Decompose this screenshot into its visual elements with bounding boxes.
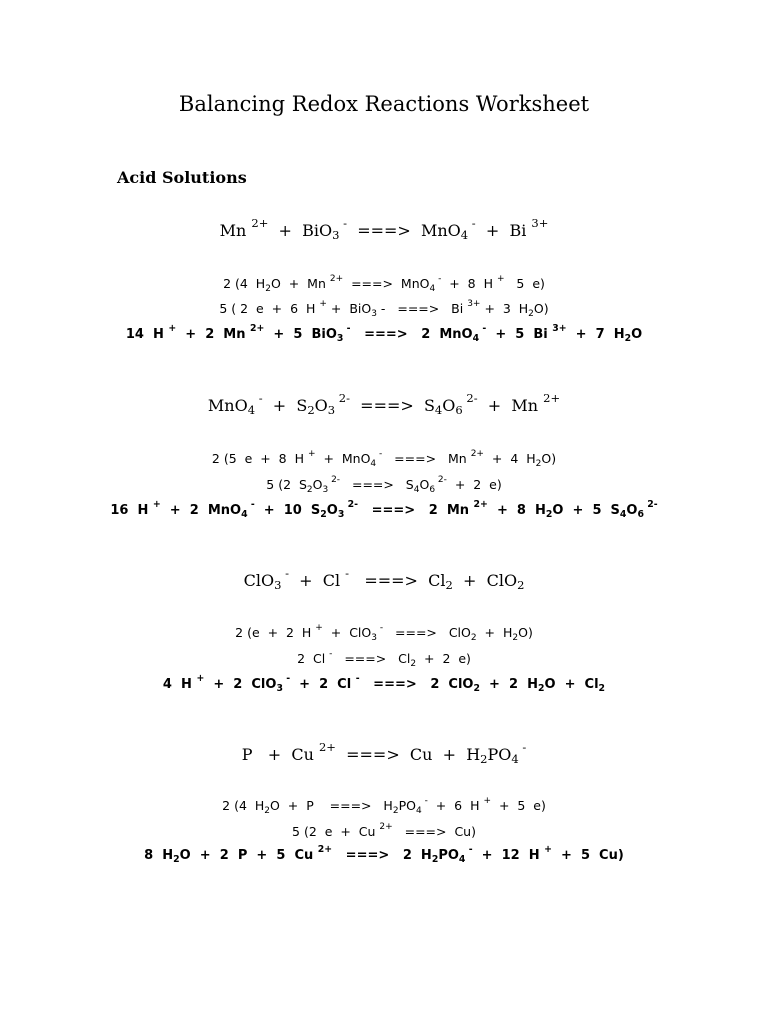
equation-text: + 2 Mn xyxy=(176,327,251,342)
superscript-text: - xyxy=(339,216,348,231)
equation-text: PO xyxy=(487,745,512,764)
subscript-text: 3 xyxy=(276,682,283,694)
superscript-text: 2+ xyxy=(473,498,488,510)
equation-text: + 8 H xyxy=(441,276,497,291)
equation-text: ClO xyxy=(243,571,275,590)
equation-text: + BiO xyxy=(326,301,372,316)
eq2-main-equation xyxy=(0,391,768,418)
subscript-text: 2 xyxy=(392,805,399,816)
equation-text: O xyxy=(626,503,638,518)
subscript-text: 2 xyxy=(265,283,271,294)
equation-text: 14 H xyxy=(125,327,169,342)
subscript-text: 2 xyxy=(307,403,315,418)
equation-text: P + Cu xyxy=(241,745,319,764)
subscript-text: 4 xyxy=(434,403,443,418)
superscript-text: + xyxy=(168,322,177,334)
equation-text: + 2 MnO xyxy=(160,503,242,518)
subscript-text: 3 xyxy=(336,332,344,344)
equation-text: + ClO xyxy=(322,625,372,640)
superscript-text: 2- xyxy=(335,391,350,406)
superscript-text: - xyxy=(421,796,428,807)
superscript-text: + xyxy=(496,274,505,285)
superscript-text: - xyxy=(247,498,255,510)
subscript-text: 4 xyxy=(460,228,469,243)
subscript-text: 2 xyxy=(480,752,488,767)
equation-text: O + Cl xyxy=(544,677,599,692)
superscript-text: - xyxy=(355,672,360,684)
eq4-balanced-equation xyxy=(0,845,768,868)
equation-text: + Cl xyxy=(288,571,346,590)
superscript-text: + xyxy=(483,796,491,807)
subscript-text: 3 xyxy=(327,403,336,418)
superscript-text: 2+ xyxy=(317,843,333,855)
superscript-text: - xyxy=(479,322,487,334)
subscript-text: 4 xyxy=(429,283,436,294)
equation-text: 5 (2 S xyxy=(266,477,307,492)
equation-text: ===> 2 ClO xyxy=(359,677,474,692)
eq4-half-reaction-2 xyxy=(0,821,768,845)
equation-text: O + Mn xyxy=(270,276,330,291)
equation-text: ===> 2 MnO xyxy=(350,327,473,342)
equation-text: ===> S xyxy=(340,477,414,492)
equation-text: + S xyxy=(262,396,308,415)
equation-text: O + 5 S xyxy=(552,503,620,518)
equation-text: + ClO xyxy=(452,571,518,590)
equation-text: ===> 2 Mn xyxy=(358,503,474,518)
eq3-balanced-equation xyxy=(0,674,768,697)
equation-text: 2 (e + 2 H xyxy=(235,625,316,640)
equation-text: O) xyxy=(518,625,533,640)
subscript-text: 4 xyxy=(370,458,377,469)
subscript-text: 4 xyxy=(472,332,480,344)
equation-text: + 2 Cl xyxy=(290,677,356,692)
equation-text: O) xyxy=(541,451,557,466)
equation-text: O xyxy=(326,503,338,518)
superscript-text: 2- xyxy=(328,475,341,486)
equation-text: PO xyxy=(398,798,416,813)
eq1-half-reaction-1 xyxy=(0,273,768,297)
subscript-text: 2 xyxy=(306,484,313,495)
subscript-text: 3 xyxy=(371,308,377,319)
superscript-text: + xyxy=(319,299,327,310)
superscript-text: - xyxy=(468,216,476,231)
subscript-text: 2 xyxy=(535,458,542,469)
superscript-text: 2+ xyxy=(250,322,265,334)
subscript-text: 2 xyxy=(445,578,453,593)
equation-text: + 2 e) xyxy=(446,477,502,492)
eq1-half-reaction-2 xyxy=(0,298,768,322)
superscript-text: 2+ xyxy=(318,740,336,755)
eq4-half-reaction-1 xyxy=(0,795,768,819)
subscript-text: 2 xyxy=(473,682,480,694)
equation-text: 5 (2 e + Cu xyxy=(292,824,380,839)
eq2-balanced-equation xyxy=(0,500,768,523)
subscript-text: 2 xyxy=(528,308,534,319)
equation-text: + Bi xyxy=(475,221,532,240)
equation-text: + 12 H xyxy=(472,848,545,863)
subscript-text: 2 xyxy=(624,332,632,344)
superscript-text: + xyxy=(544,843,552,855)
equation-text: O xyxy=(314,396,328,415)
subscript-text: 4 xyxy=(413,484,420,495)
subscript-text: 2 xyxy=(537,682,545,694)
subscript-text: 2 xyxy=(431,853,439,865)
superscript-text: - xyxy=(282,672,291,684)
equation-text: 2 (4 H xyxy=(222,798,265,813)
superscript-text: 2+ xyxy=(329,274,344,285)
subscript-text: 2 xyxy=(410,658,417,669)
equation-text: + 4 H xyxy=(483,451,536,466)
superscript-text: 2+ xyxy=(470,449,484,460)
subscript-text: 2 xyxy=(598,682,606,694)
superscript-text: - xyxy=(345,566,350,581)
equation-text: ===> 2 H xyxy=(332,848,432,863)
equation-text: + 5 Cu) xyxy=(551,848,624,863)
equation-text: 2 (4 H xyxy=(223,276,266,291)
equation-text: O + 2 P + 5 Cu xyxy=(179,848,318,863)
superscript-text: - xyxy=(329,649,333,660)
equation-text: + 8 H xyxy=(487,503,546,518)
equation-text: + 5 Bi xyxy=(486,327,553,342)
equation-text: ===> Cu + H xyxy=(335,745,481,764)
eq1-balanced-equation xyxy=(0,324,768,347)
equation-text: ===> MnO xyxy=(347,221,461,240)
equation-text: 5 e) xyxy=(504,276,545,291)
equation-text: + 3 H xyxy=(480,301,529,316)
equation-text: + H xyxy=(476,625,513,640)
superscript-text: - xyxy=(376,623,384,634)
eq3-half-reaction-2 xyxy=(0,648,768,672)
subscript-text: 4 xyxy=(415,805,422,816)
equation-text: O xyxy=(442,396,456,415)
equation-text: + 2 ClO xyxy=(204,677,277,692)
superscript-text: - xyxy=(435,274,442,285)
subscript-text: 4 xyxy=(241,508,248,520)
superscript-text: 2- xyxy=(462,391,478,406)
superscript-text: 2+ xyxy=(251,216,269,231)
subscript-text: 4 xyxy=(619,508,627,520)
superscript-text: - xyxy=(255,391,263,406)
section-heading: Acid Solutions xyxy=(117,168,247,187)
eq2-half-reaction-2 xyxy=(0,474,768,498)
subscript-text: 2 xyxy=(512,632,519,643)
subscript-text: 6 xyxy=(637,508,644,520)
subscript-text: 3 xyxy=(274,578,282,593)
equation-text: ===> Cl xyxy=(332,651,411,666)
equation-text: - ===> Bi xyxy=(376,301,468,316)
equation-text: + 2 H xyxy=(480,677,538,692)
subscript-text: 4 xyxy=(247,403,256,418)
superscript-text: 2+ xyxy=(379,822,393,833)
superscript-text: - xyxy=(376,449,383,460)
subscript-text: 3 xyxy=(332,228,340,243)
equation-text: 8 H xyxy=(144,848,174,863)
subscript-text: 3 xyxy=(371,632,377,643)
equation-text: ===> Cu) xyxy=(392,824,476,839)
equation-text: 2 Cl xyxy=(297,651,330,666)
equation-text: ===> Mn xyxy=(382,451,471,466)
superscript-text: 2+ xyxy=(543,391,561,406)
subscript-text: 3 xyxy=(337,508,345,520)
equation-text: MnO xyxy=(207,396,248,415)
subscript-text: 4 xyxy=(511,752,519,767)
equation-text: Mn xyxy=(219,221,252,240)
equation-text: O xyxy=(419,477,430,492)
equation-text: + MnO xyxy=(315,451,371,466)
equation-text: + 5 e) xyxy=(491,798,546,813)
superscript-text: - xyxy=(518,740,527,755)
subscript-text: 6 xyxy=(455,403,463,418)
subscript-text: 2 xyxy=(320,508,327,520)
equation-text: 16 H xyxy=(110,503,153,518)
subscript-text: 6 xyxy=(429,484,436,495)
superscript-text: 3+ xyxy=(552,322,567,334)
subscript-text: 2 xyxy=(264,805,270,816)
superscript-text: + xyxy=(315,623,323,634)
superscript-text: - xyxy=(343,322,351,334)
equation-text: + 7 H xyxy=(566,327,625,342)
equation-text: ===> Cl xyxy=(349,571,446,590)
subscript-text: 2 xyxy=(517,578,525,593)
page-title: Balancing Redox Reactions Worksheet xyxy=(178,92,590,116)
equation-text: + 2 e) xyxy=(416,651,471,666)
eq2-half-reaction-1 xyxy=(0,448,768,472)
equation-text: PO xyxy=(438,848,459,863)
superscript-text: + xyxy=(307,449,316,460)
eq3-half-reaction-1 xyxy=(0,622,768,646)
subscript-text: 2 xyxy=(470,632,477,643)
equation-text: O + P ===> H xyxy=(269,798,393,813)
superscript-text: 3+ xyxy=(467,299,481,310)
eq3-main-equation xyxy=(0,566,768,593)
superscript-text: + xyxy=(196,672,205,684)
superscript-text: 2- xyxy=(435,475,447,486)
superscript-text: - xyxy=(281,566,289,581)
eq4-main-equation xyxy=(0,740,768,767)
subscript-text: 2 xyxy=(545,508,553,520)
equation-text: + 10 S xyxy=(254,503,321,518)
equation-text: O xyxy=(312,477,323,492)
equation-text: + 6 H xyxy=(427,798,484,813)
equation-text: + Mn xyxy=(477,396,544,415)
superscript-text: 3+ xyxy=(531,216,549,231)
equation-text: ===> ClO xyxy=(383,625,471,640)
eq1-main-equation xyxy=(0,216,768,243)
equation-text: 5 ( 2 e + 6 H xyxy=(219,301,320,316)
equation-text: 4 H xyxy=(162,677,197,692)
equation-text: + 5 BiO xyxy=(264,327,337,342)
subscript-text: 4 xyxy=(458,853,466,865)
equation-text: + BiO xyxy=(268,221,333,240)
superscript-text: 2- xyxy=(344,498,358,510)
equation-text: ===> S xyxy=(349,396,435,415)
subscript-text: 2 xyxy=(173,853,180,865)
equation-text: O xyxy=(631,327,643,342)
equation-text: O) xyxy=(533,301,549,316)
subscript-text: 3 xyxy=(322,484,329,495)
superscript-text: 2- xyxy=(644,498,658,510)
equation-text: 2 (5 e + 8 H xyxy=(211,451,308,466)
superscript-text: + xyxy=(152,498,161,510)
equation-text: ===> MnO xyxy=(343,276,430,291)
superscript-text: - xyxy=(465,843,473,855)
